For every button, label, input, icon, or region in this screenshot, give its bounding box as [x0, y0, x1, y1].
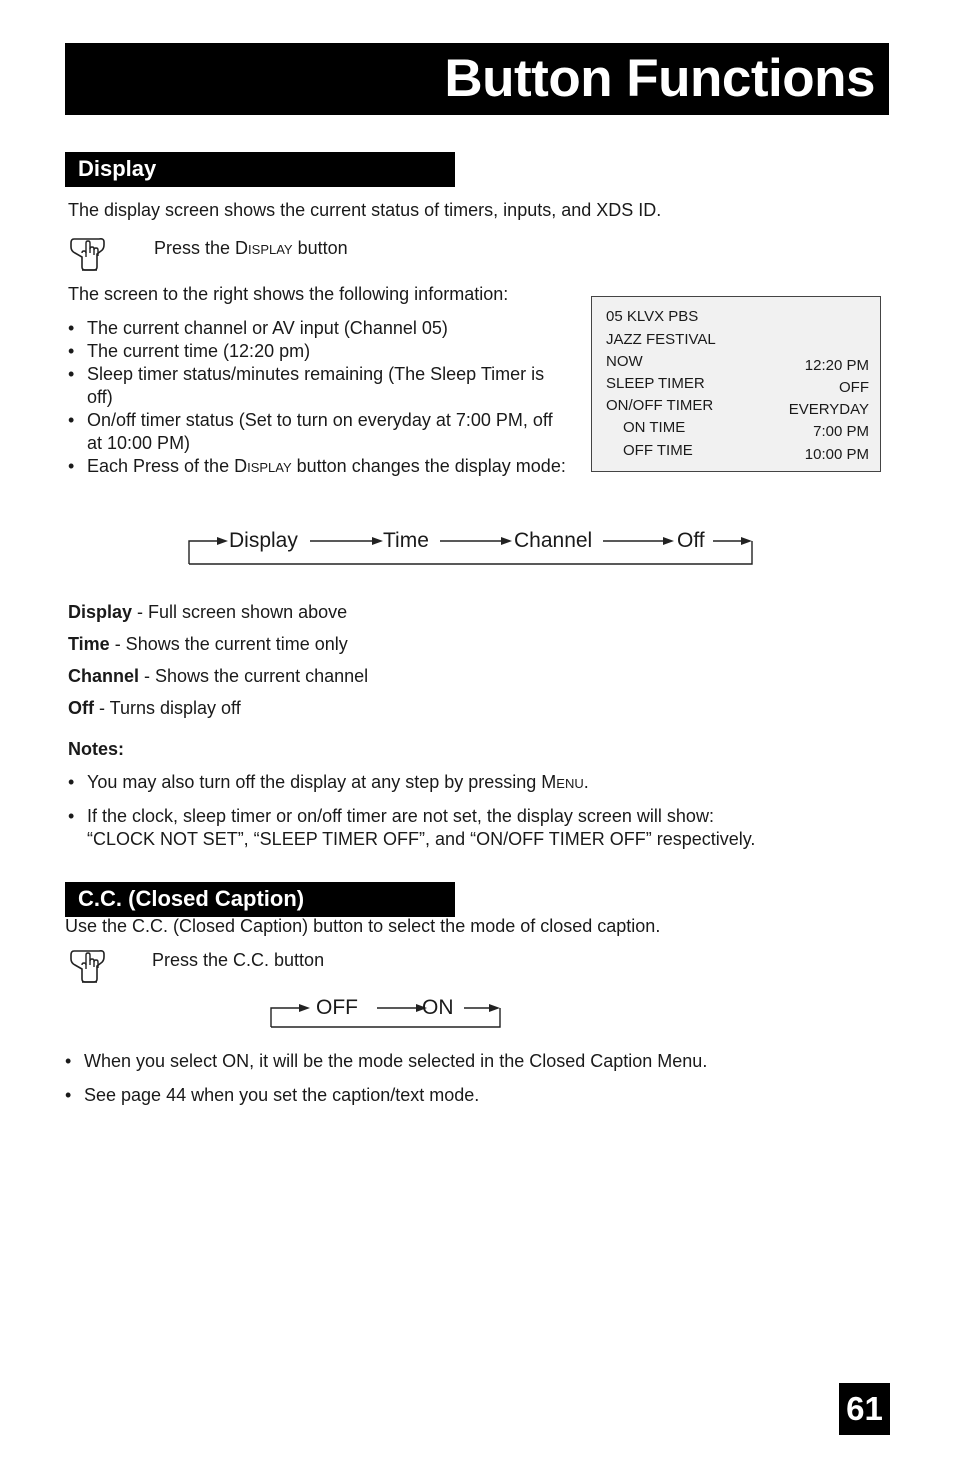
flow-arrow-icon — [501, 537, 512, 545]
hand-press-icon — [68, 947, 108, 985]
press-display-instruction: Press the Display button — [154, 238, 348, 258]
osd-sleep-row: SLEEP TIMER OFF — [606, 375, 869, 396]
section-heading-display: Display — [65, 152, 455, 187]
flow-step-off: Off — [677, 529, 705, 552]
cc-flow-step-off: OFF — [316, 996, 358, 1019]
flow-arrow-icon — [372, 537, 383, 545]
display-button-name: Display — [235, 238, 293, 258]
page-title: Button Functions — [444, 49, 875, 108]
list-item: • If the clock, sleep timer or on/off timer are not set, the display screen will show: “CLOCK NOT SET”, “SLEEP TIMER OFF”, and “ON/OFF TIMER OFF” respectively. — [68, 805, 828, 851]
list-item: • The current channel or AV input (Channel 05) — [68, 317, 568, 340]
screen-intro: The screen to the right shows the following information: — [68, 284, 509, 304]
list-item: • Each Press of the Display button changes the display mode: — [68, 455, 568, 478]
mode-definition-off: Off - Turns display off — [68, 698, 241, 718]
flow-step-time: Time — [383, 529, 429, 552]
page-number: 61 — [839, 1383, 890, 1435]
flow-arrow-icon — [217, 537, 228, 545]
display-info-list — [68, 317, 568, 478]
section-heading-closed-caption: C.C. (Closed Caption) — [65, 882, 455, 917]
notes-heading: Notes: — [68, 739, 125, 759]
mode-definition-channel: Channel - Shows the current channel — [68, 666, 369, 686]
flow-return-line — [271, 1008, 500, 1027]
display-intro: The display screen shows the current status of timers, inputs, and XDS ID. — [68, 200, 662, 220]
notes-list — [68, 771, 828, 851]
flow-arrow-icon — [299, 1004, 310, 1012]
press-cc-instruction: Press the C.C. button — [152, 950, 325, 970]
cc-mode-flow-diagram — [262, 993, 512, 1033]
flow-step-channel: Channel — [514, 529, 593, 552]
hand-press-icon — [68, 235, 108, 273]
flow-connector — [271, 1008, 302, 1027]
osd-on-time-row: ON TIME 7:00 PM — [623, 419, 869, 440]
list-item: • The current time (12:20 pm) — [68, 340, 568, 363]
osd-off-time-row: OFF TIME 10:00 PM — [623, 442, 869, 463]
list-item: • When you select ON, it will be the mode selected in the Closed Caption Menu. — [65, 1050, 825, 1073]
flow-connector — [189, 541, 220, 564]
osd-channel-row: 05 KLVX PBS — [606, 308, 699, 325]
mode-definition-time: Time - Shows the current time only — [68, 634, 348, 654]
flow-step-display: Display — [229, 529, 298, 552]
title-bar — [65, 43, 889, 115]
list-item: • Sleep timer status/minutes remaining (The Sleep Timer is off) — [68, 363, 568, 409]
osd-screen-example — [591, 296, 881, 472]
mode-definition-display: Display - Full screen shown above — [68, 602, 348, 622]
osd-program-row: JAZZ FESTIVAL — [606, 331, 716, 348]
list-item: • On/off timer status (Set to turn on everyday at 7:00 PM, off at 10:00 PM) — [68, 409, 568, 455]
flow-arrow-icon — [663, 537, 674, 545]
cc-notes-list — [65, 1050, 825, 1107]
cc-flow-step-on: ON — [422, 996, 454, 1019]
list-item: • You may also turn off the display at any step by pressing Menu. — [68, 771, 828, 794]
flow-arrow-icon — [489, 1004, 500, 1012]
osd-onoff-row: ON/OFF TIMER EVERYDAY — [606, 397, 869, 418]
osd-now-row: NOW 12:20 PM — [606, 353, 869, 374]
cc-intro: Use the C.C. (Closed Caption) button to select the mode of closed caption. — [65, 916, 661, 936]
list-item: • See page 44 when you set the caption/text mode. — [65, 1084, 825, 1107]
flow-arrow-icon — [741, 537, 752, 545]
